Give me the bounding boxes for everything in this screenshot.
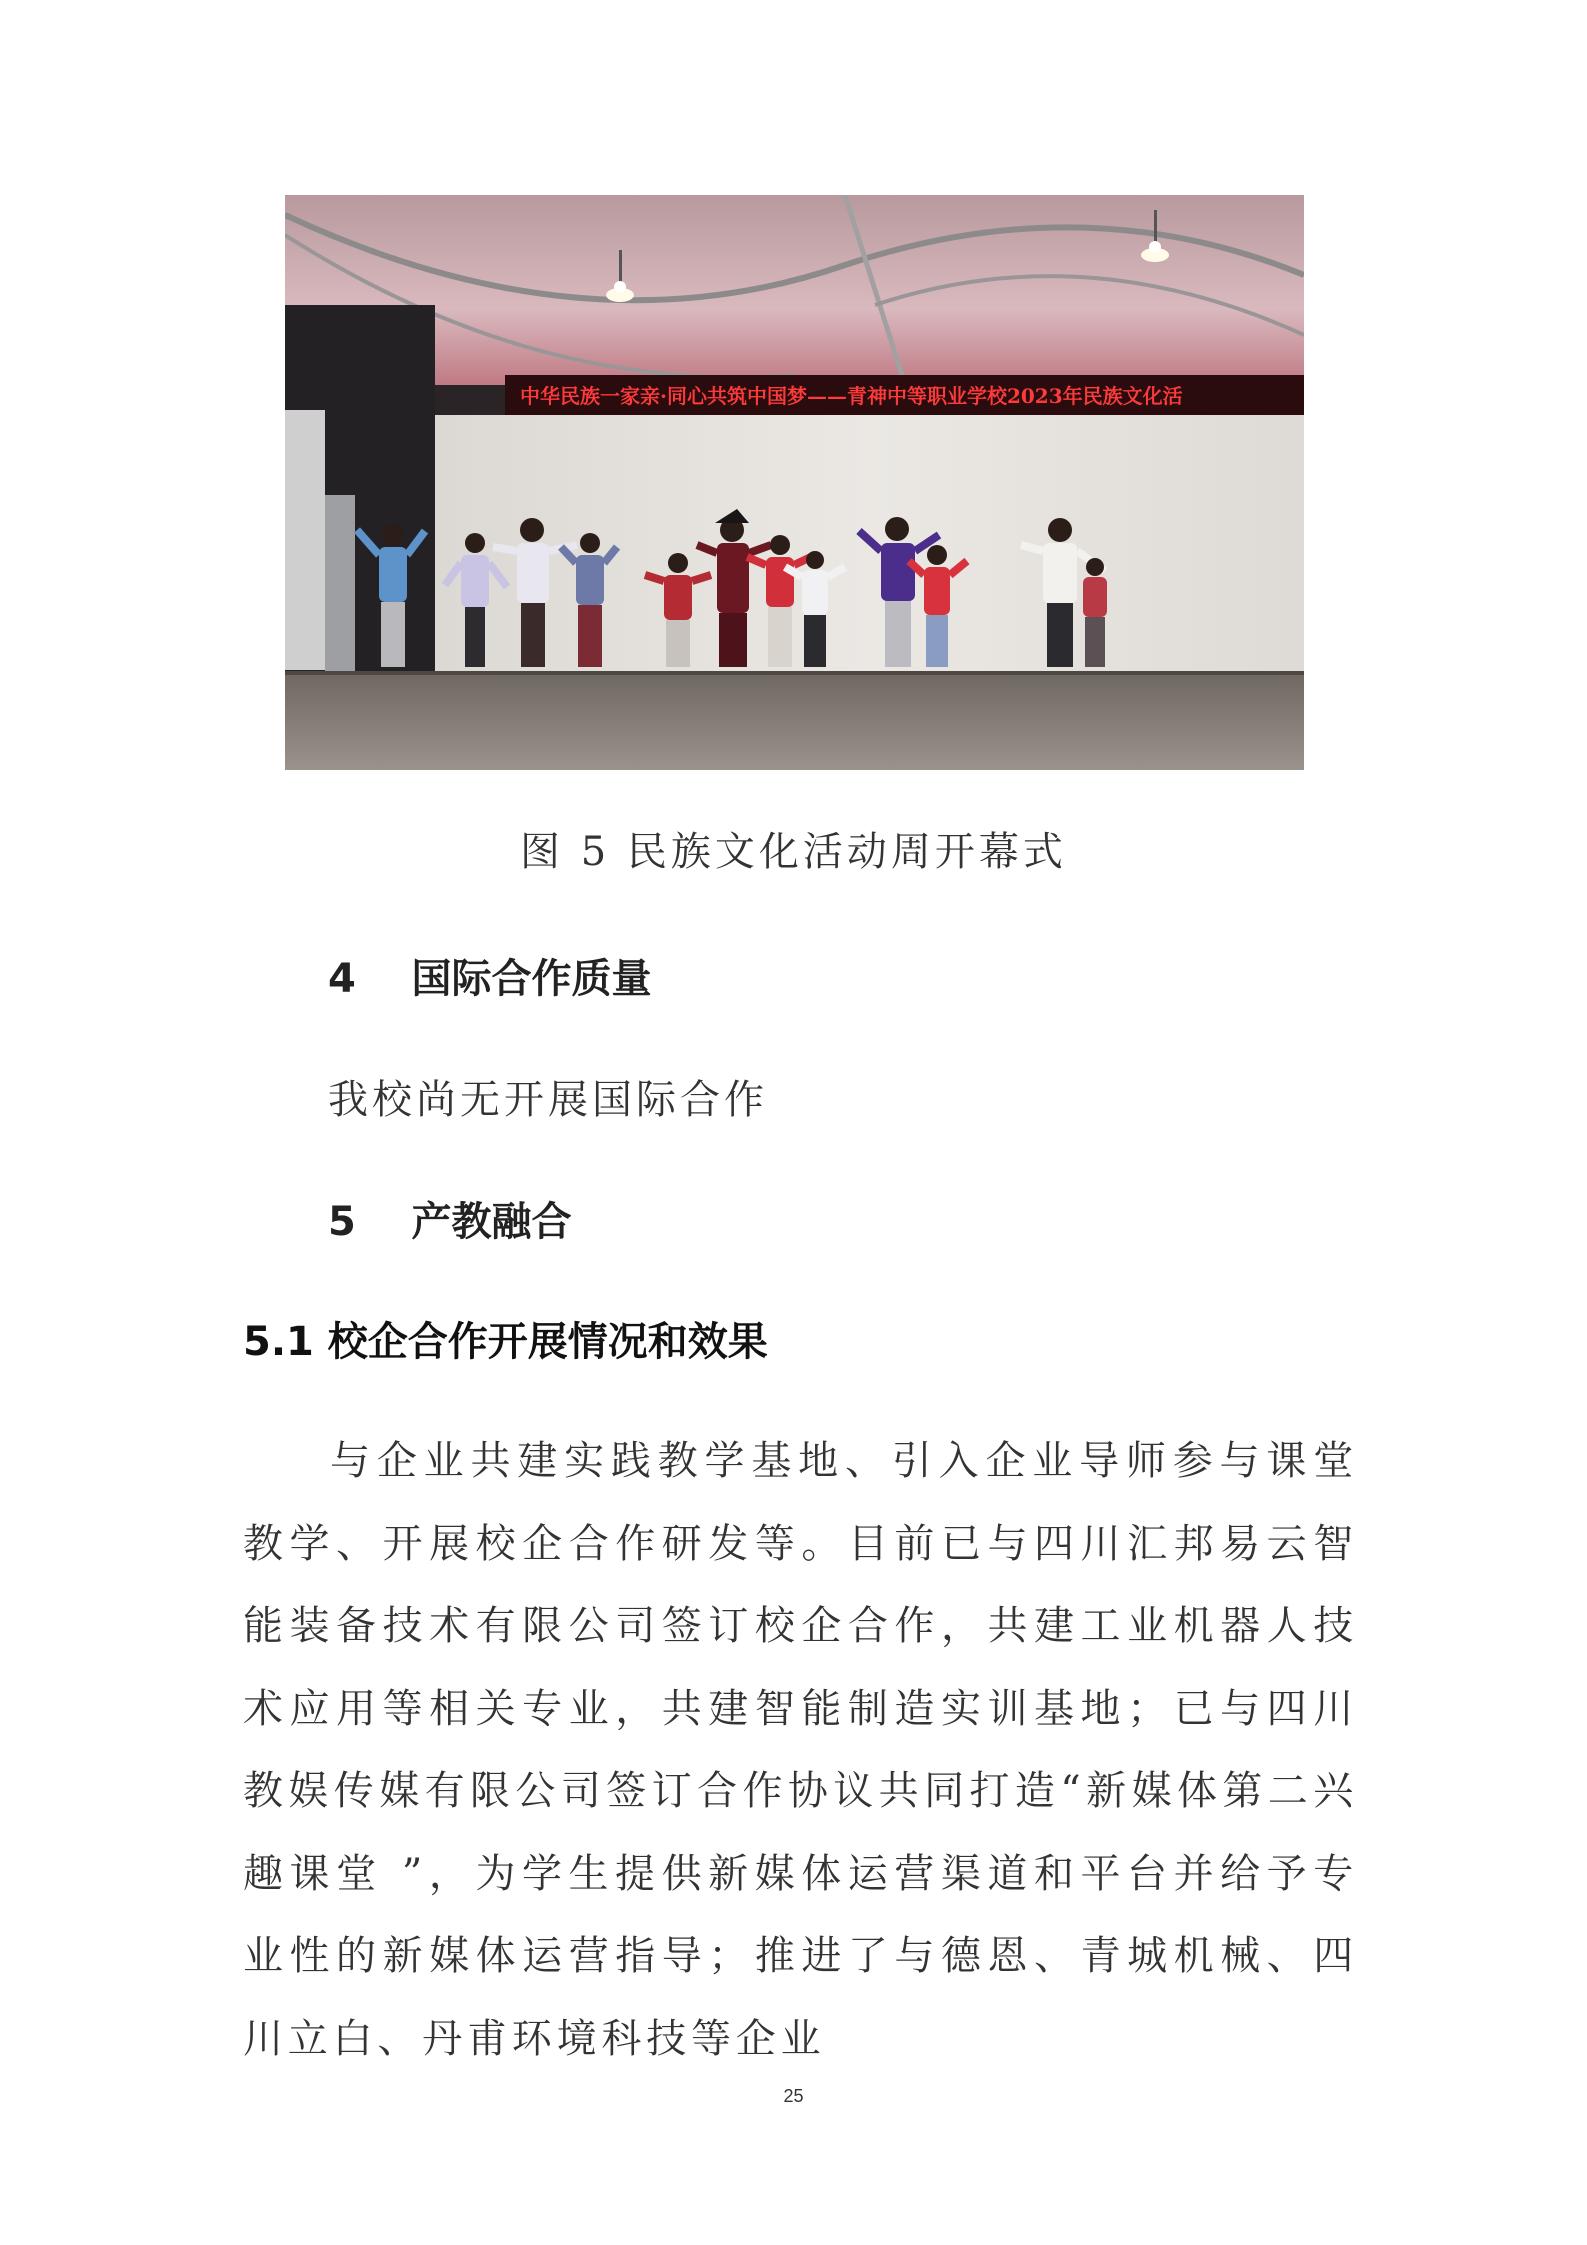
section-number: 5 [328,1199,356,1245]
body-paragraph: 与企业共建实践教学基地、引入企业导师参与课堂教学、开展校企合作研发等。目前已与四川汇邦易云智能装备技术有限公司签订校企合作，共建工业机器人技术应用等相关专业，共建智能制造实训基地；已与四川教娱传媒有限公司签订合作协议共同打造“新媒体第二兴趣课堂 ”，为学生提供新媒体运营渠道和平台并给予专业性的新媒体运营指导；推进了与德恩、青城机械、四川立白、丹甫环境科技等企业 [243,1438,1358,2062]
section-4-body: 我校尚无开展国际合作 [328,1077,768,1123]
section-number: 4 [328,956,356,1002]
section-title: 产教融合 [411,1199,572,1245]
figure-caption: 图 5 民族文化活动周开幕式 [520,829,1067,875]
page-number: 25 [783,2086,804,2106]
stage-performance-image [285,195,1304,770]
section-title: 国际合作质量 [411,956,652,1002]
section-5-heading [328,1190,572,1247]
banner-text: 中华民族一家亲·同心共筑中国梦——青神中等职业学校2023年民族文化活 [520,384,1183,408]
section-4-heading [328,947,652,1004]
subsection-5-1-heading: 5.1 校企合作开展情况和效果 [243,1319,768,1365]
event-photo [285,195,1304,770]
